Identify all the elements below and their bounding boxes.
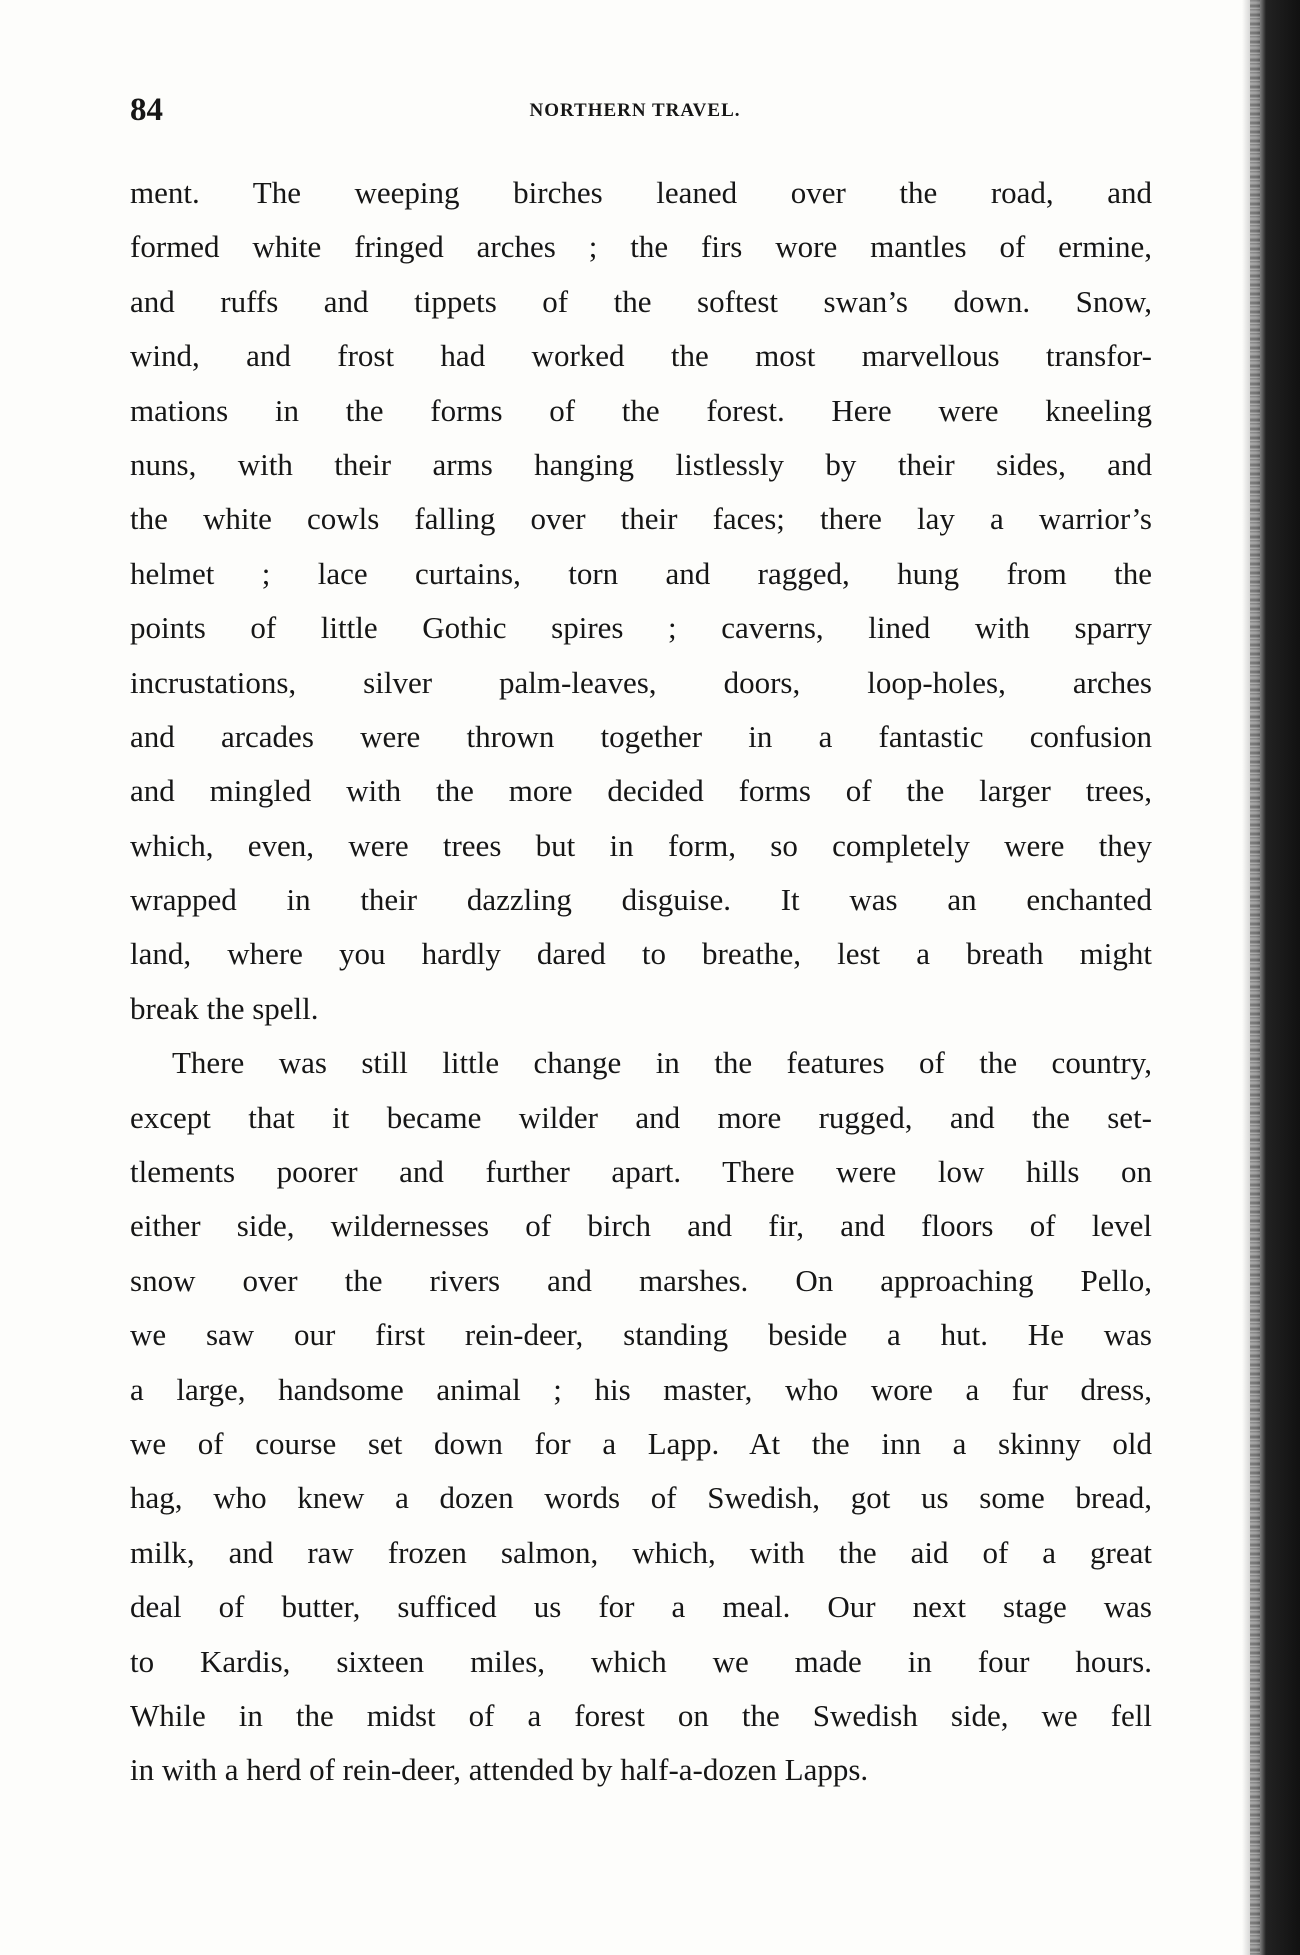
text-line: milk, and raw frozen salmon, which, with the aid of a great: [130, 1534, 1152, 1570]
text-line: incrustations, silver palm-leaves, doors, loop-holes, arches: [130, 664, 1152, 700]
text-line: tlements poorer and further apart. There were low hills on: [130, 1154, 1152, 1190]
text-line: to Kardis, sixteen miles, which we made in four hours.: [130, 1643, 1152, 1679]
text-line: helmet ; lace curtains, torn and ragged, hung from the: [130, 555, 1152, 591]
text-line: deal of butter, sufficed us for a meal. Our next stage was: [130, 1589, 1152, 1625]
text-line: nuns, with their arms hanging listlessly by their sides, and: [130, 446, 1152, 482]
running-title: NORTHERN TRAVEL.: [529, 100, 741, 121]
text-line: There was still little change in the features of the country,: [172, 1045, 1152, 1081]
text-line: we of course set down for a Lapp. At the inn a skinny old: [130, 1425, 1152, 1461]
text-line: and mingled with the more decided forms of the larger trees,: [130, 773, 1152, 809]
text-line: and ruffs and tippets of the softest swan’s down. Snow,: [130, 283, 1152, 319]
scanned-page-edge-texture: [1250, 0, 1260, 1955]
text-line: break the spell.: [130, 990, 319, 1026]
text-line: the white cowls falling over their faces; there lay a warrior’s: [130, 501, 1152, 537]
text-line: While in the midst of a forest on the Swedish side, we fell: [130, 1697, 1152, 1733]
text-line: except that it became wilder and more rugged, and the set-: [130, 1099, 1152, 1135]
text-line: points of little Gothic spires ; caverns, lined with sparry: [130, 610, 1152, 646]
text-line: hag, who knew a dozen words of Swedish, got us some bread,: [130, 1480, 1152, 1516]
text-line: either side, wildernesses of birch and fir, and floors of level: [130, 1208, 1152, 1244]
text-line: ment. The weeping birches leaned over the road, and: [130, 175, 1152, 210]
text-line: which, even, were trees but in form, so completely were they: [130, 827, 1152, 863]
text-line: formed white fringed arches ; the firs wore mantles of ermine,: [130, 229, 1152, 265]
text-line: wrapped in their dazzling disguise. It was an enchanted: [130, 882, 1152, 918]
text-line: snow over the rivers and marshes. On approaching Pello,: [130, 1262, 1152, 1298]
text-line: we saw our first rein-deer, standing beside a hut. He was: [130, 1317, 1152, 1353]
text-line: a large, handsome animal ; his master, who wore a fur dress,: [130, 1371, 1152, 1407]
text-line: wind, and frost had worked the most marvellous transfor-: [130, 338, 1152, 374]
page-body: [130, 166, 1152, 1798]
text-line: mations in the forms of the forest. Here were kneeling: [130, 392, 1152, 428]
text-line: land, where you hardly dared to breathe, lest a breath might: [130, 936, 1152, 972]
page-number: 84: [130, 92, 163, 128]
text-line: in with a herd of rein-deer, attended by half-a-dozen Lapps.: [130, 1752, 869, 1788]
text-line: and arcades were thrown together in a fantastic confusion: [130, 718, 1152, 754]
